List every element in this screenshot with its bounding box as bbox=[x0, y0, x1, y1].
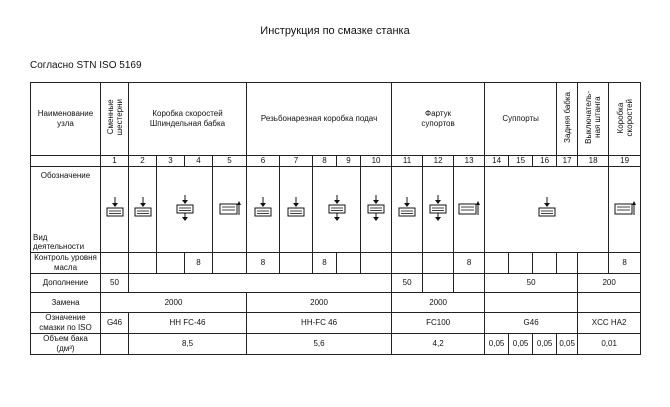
oil-fill-icon bbox=[133, 196, 153, 223]
cell bbox=[509, 253, 533, 274]
replace-value: 2000 bbox=[101, 293, 247, 313]
col-num: 16 bbox=[533, 156, 557, 167]
sym-cell-14-18 bbox=[485, 167, 609, 253]
cell bbox=[101, 253, 129, 274]
row-label-volume: Объем бака (дм³) bbox=[31, 334, 101, 355]
col-num: 11 bbox=[392, 156, 423, 167]
sym-cell-1 bbox=[101, 167, 129, 253]
oil-fill-icon bbox=[286, 196, 306, 223]
level-value: 8 bbox=[454, 253, 485, 274]
sym-cell-10 bbox=[361, 167, 392, 253]
cell bbox=[129, 253, 157, 274]
sym-cell-3-4 bbox=[157, 167, 213, 253]
col-num: 10 bbox=[361, 156, 392, 167]
cell bbox=[213, 253, 247, 274]
replace-value: 2000 bbox=[247, 293, 392, 313]
col-num: 4 bbox=[185, 156, 213, 167]
refill-value: 50 bbox=[101, 274, 129, 293]
cell bbox=[578, 293, 641, 313]
oil-level-icon bbox=[218, 196, 242, 223]
volume-value: 0,05 bbox=[533, 334, 557, 355]
sym-cell-2 bbox=[129, 167, 157, 253]
sym-cell-11 bbox=[392, 167, 423, 253]
cell bbox=[423, 274, 454, 293]
header-apron: Фартук супортов bbox=[392, 83, 485, 156]
num-empty bbox=[31, 156, 101, 167]
level-value: 8 bbox=[313, 253, 337, 274]
col-num: 7 bbox=[280, 156, 313, 167]
iso-value: FC100 bbox=[392, 313, 485, 334]
oil-drain-icon bbox=[174, 194, 196, 225]
oil-fill-icon bbox=[537, 196, 557, 223]
cell bbox=[485, 253, 509, 274]
col-num: 9 bbox=[337, 156, 361, 167]
refill-value: 50 bbox=[392, 274, 423, 293]
sym-cell-6 bbox=[247, 167, 280, 253]
activity-label: Вид деятельности bbox=[33, 233, 85, 251]
col-num: 2 bbox=[129, 156, 157, 167]
volume-value: 0,01 bbox=[578, 334, 641, 355]
col-num: 17 bbox=[557, 156, 578, 167]
col-num: 8 bbox=[313, 156, 337, 167]
sym-cell-13 bbox=[454, 167, 485, 253]
iso-value: HH-FC 46 bbox=[247, 313, 392, 334]
header-speed-box: Коробка скоростей bbox=[609, 83, 641, 156]
oil-fill-icon bbox=[105, 196, 125, 223]
sym-cell-12 bbox=[423, 167, 454, 253]
sym-cell-19 bbox=[609, 167, 641, 253]
designation-activity-label bbox=[31, 167, 101, 253]
replace-value: 2000 bbox=[392, 293, 485, 313]
col-num: 5 bbox=[213, 156, 247, 167]
cell bbox=[337, 253, 361, 274]
col-num: 15 bbox=[509, 156, 533, 167]
row-label-refill: Дополнение bbox=[31, 274, 101, 293]
sym-cell-7 bbox=[280, 167, 313, 253]
volume-value: 4,2 bbox=[392, 334, 485, 355]
cell bbox=[129, 274, 392, 293]
refill-value: 50 bbox=[485, 274, 578, 293]
row-label-replace: Замена bbox=[31, 293, 101, 313]
header-unit-name: Наименование узла bbox=[31, 83, 101, 156]
standard-label: Согласно STN ISO 5169 bbox=[30, 60, 142, 71]
volume-value: 0,05 bbox=[509, 334, 533, 355]
header-switch-rod: Выключатель- ная штанга bbox=[578, 83, 609, 156]
header-gearbox: Коробка скоростей Шпиндельная бабка bbox=[129, 83, 247, 156]
cell bbox=[557, 253, 578, 274]
col-num: 12 bbox=[423, 156, 454, 167]
level-value: 8 bbox=[247, 253, 280, 274]
sym-cell-5 bbox=[213, 167, 247, 253]
col-num: 19 bbox=[609, 156, 641, 167]
row-label-level-check: Контроль уровня масла bbox=[31, 253, 101, 274]
row-label-iso: Означение смазки по ISO bbox=[31, 313, 101, 334]
cell bbox=[392, 253, 423, 274]
col-num: 18 bbox=[578, 156, 609, 167]
cell bbox=[101, 334, 129, 355]
oil-drain-icon bbox=[365, 194, 387, 225]
oil-drain-icon bbox=[326, 194, 348, 225]
col-num: 14 bbox=[485, 156, 509, 167]
col-num: 13 bbox=[454, 156, 485, 167]
header-tailstock: Задняя бабка bbox=[557, 83, 578, 156]
volume-value: 0,05 bbox=[557, 334, 578, 355]
refill-value: 200 bbox=[578, 274, 641, 293]
cell bbox=[578, 253, 609, 274]
header-slides: Суппорты bbox=[485, 83, 557, 156]
sym-cell-8-9 bbox=[313, 167, 361, 253]
header-thread-box: Резьбонарезная коробка подач bbox=[247, 83, 392, 156]
iso-value: G46 bbox=[485, 313, 578, 334]
oil-level-icon bbox=[613, 196, 637, 223]
cell bbox=[280, 253, 313, 274]
col-num: 1 bbox=[101, 156, 129, 167]
col-num: 6 bbox=[247, 156, 280, 167]
iso-value: HH FC-46 bbox=[129, 313, 247, 334]
iso-value: G46 bbox=[101, 313, 129, 334]
oil-drain-icon bbox=[427, 194, 449, 225]
page-title: Инструкция по смазке станка bbox=[260, 25, 410, 37]
cell bbox=[423, 253, 454, 274]
iso-value: XCC HA2 bbox=[578, 313, 641, 334]
level-value: 8 bbox=[185, 253, 213, 274]
designation-label: Обозначение bbox=[40, 171, 91, 180]
cell bbox=[533, 253, 557, 274]
volume-value: 0,05 bbox=[485, 334, 509, 355]
col-num: 3 bbox=[157, 156, 185, 167]
cell bbox=[454, 274, 485, 293]
cell bbox=[485, 293, 578, 313]
lubrication-table bbox=[30, 82, 641, 355]
cell bbox=[157, 253, 185, 274]
header-change-gears: Сменные шестерни bbox=[101, 83, 129, 156]
cell bbox=[361, 253, 392, 274]
volume-value: 5,6 bbox=[247, 334, 392, 355]
oil-level-icon bbox=[457, 196, 481, 223]
volume-value: 8,5 bbox=[129, 334, 247, 355]
oil-fill-icon bbox=[253, 196, 273, 223]
oil-fill-icon bbox=[397, 196, 417, 223]
level-value: 8 bbox=[609, 253, 641, 274]
